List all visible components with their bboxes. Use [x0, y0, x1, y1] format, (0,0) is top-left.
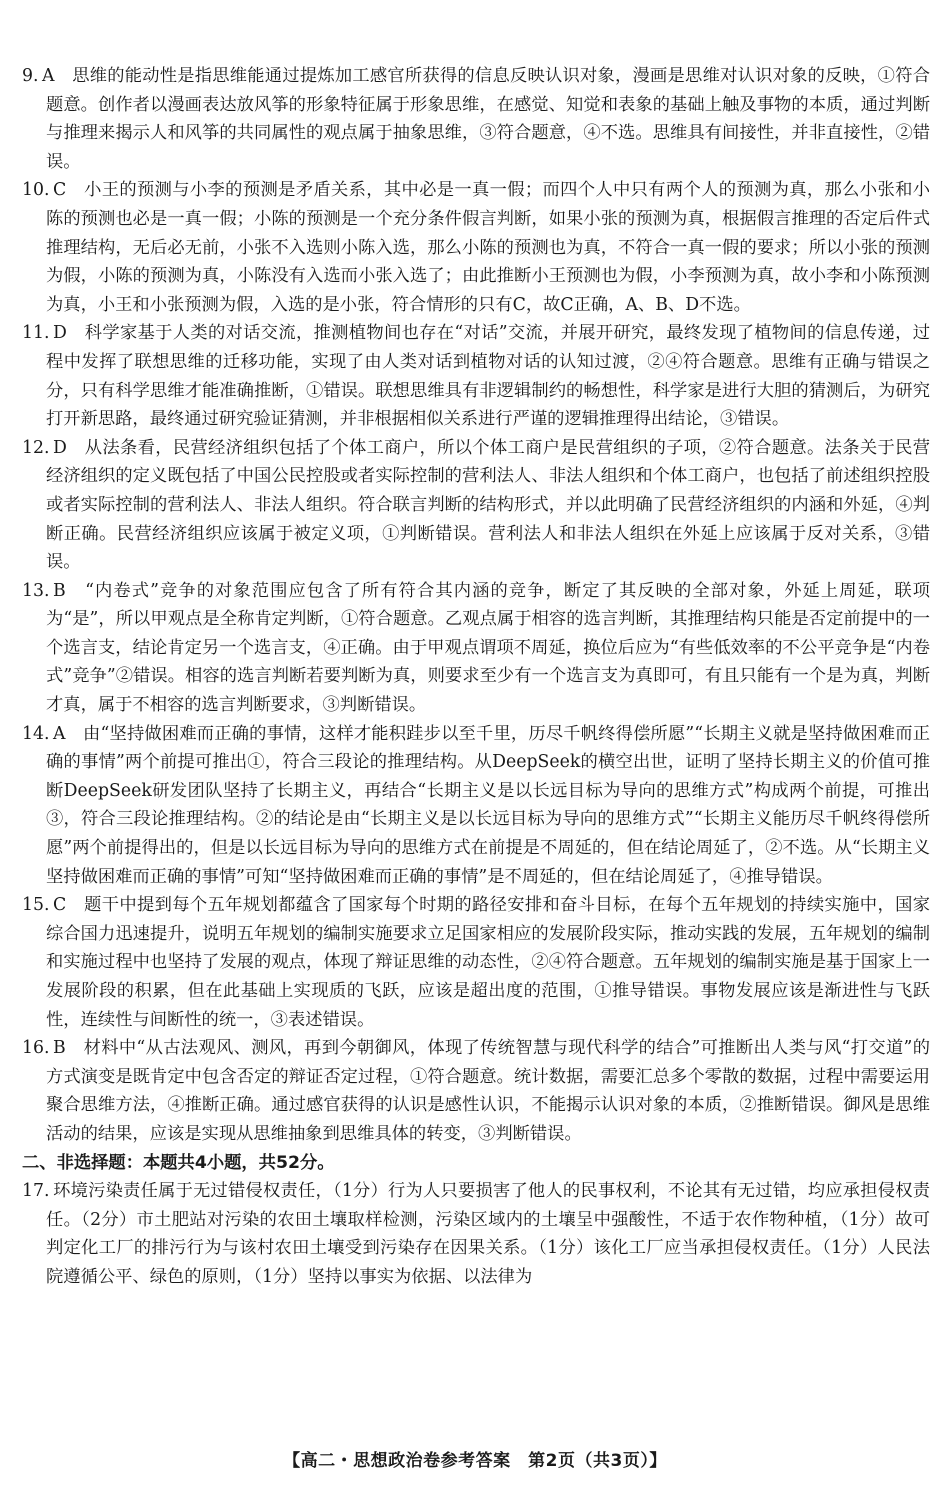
item-number: 16.	[22, 1038, 50, 1059]
item-answer: D	[52, 437, 67, 458]
item-explanation: 材料中“从古法观风、测风，再到今朝御风，体现了传统智慧与现代科学的结合”可推断出人类与风“打交道”的方式演变是既肯定中包含否定的辩证否定过程，①符合题意。统计数据，需要汇总多个零散的数据，过程中需要运用聚合思维方法，④推断正确。通过感官获得的认识是感性认识，不能揭示认识对象的本质，②推断错误。御风是思维活动的结果，应该是实现从思维抽象到思维具体的转变，③判断错误。	[46, 1038, 930, 1144]
answer-item-13	[22, 577, 930, 720]
section-heading-non-choice: 二、非选择题：本题共4小题，共52分。	[22, 1152, 335, 1173]
item-answer: D	[52, 323, 67, 344]
item-answer: C	[52, 895, 67, 916]
item-number: 14.	[22, 723, 50, 744]
item-number: 17.	[22, 1181, 50, 1202]
answer-item-17	[22, 1177, 930, 1291]
item-number: 13.	[22, 580, 50, 601]
item-answer: C	[52, 180, 67, 201]
item-answer: B	[52, 580, 66, 601]
item-number: 10.	[22, 180, 50, 201]
answer-document	[22, 62, 930, 1292]
item-answer: A	[52, 723, 66, 744]
item-explanation: 环境污染责任属于无过错侵权责任，（1分）行为人只要损害了他人的民事权利，不论其有无过错，均应承担侵权责任。（2分）市土肥站对污染的农田土壤取样检测，污染区域内的土壤呈中强酸性，不适于农作物种植，（1分）故可判定化工厂的排污行为与该村农田土壤受到污染存在因果关系。（1分）该化工厂应当承担侵权责任。（1分）人民法院遵循公平、绿色的原则，（1分）坚持以事实为依据、以法律为	[46, 1181, 930, 1287]
answer-item-15	[22, 891, 930, 1034]
item-number: 12.	[22, 437, 50, 458]
item-number: 9.	[22, 66, 39, 86]
item-explanation: 从法条看，民营经济组织包括了个体工商户，所以个体工商户是民营组织的子项，②符合题意。法条关于民营经济组织的定义既包括了中国公民控股或者实际控制的营利法人、非法人组织和个体工商户，也包括了前述组织控股或者实际控制的营利法人、非法人组织。符合联言判断的结构形式，并以此明确了民营经济组织的内涵和外延，④判断正确。民营经济组织应该属于被定义项，①判断错误。营利法人和非法人组织在外延上应该属于反对关系，③错误。	[46, 437, 930, 573]
item-answer: B	[52, 1038, 66, 1059]
answer-item-12	[22, 434, 930, 577]
answer-item-16	[22, 1034, 930, 1148]
answer-item-10	[22, 176, 930, 319]
item-answer: A	[41, 66, 55, 86]
answer-item-9	[22, 62, 930, 176]
item-explanation: “内卷式”竞争的对象范围应包含了所有符合其内涵的竞争，断定了其反映的全部对象，外延上周延，联项为“是”，所以甲观点是全称肯定判断，①符合题意。乙观点属于相容的选言判断，其推理结构只能是否定前提中的一个选言支，结论肯定另一个选言支，④正确。由于甲观点谓项不周延，换位后应为“有些低效率的不公平竞争是“内卷式”竞争”②错误。相容的选言判断若要判断为真，则要求至少有一个选言支为真即可，有且只能有一个是为真，判断才真，属于不相容的选言判断要求，③判断错误。	[46, 580, 930, 716]
answer-item-14	[22, 720, 930, 892]
item-explanation: 思维的能动性是指思维能通过提炼加工感官所获得的信息反映认识对象，漫画是思维对认识对象的反映，①符合题意。创作者以漫画表达放风筝的形象特征属于形象思维，在感觉、知觉和表象的基础上触及事物的本质，通过判断与推理来揭示人和风筝的共同属性的观点属于抽象思维，③符合题意，④不选。思维具有间接性，并非直接性，②错误。	[46, 66, 930, 172]
item-explanation: 题干中提到每个五年规划都蕴含了国家每个时期的路径安排和奋斗目标，在每个五年规划的持续实施中，国家综合国力迅速提升，说明五年规划的编制实施要求立足国家相应的发展阶段实际，推动实践的发展，五年规划的编制和实施过程中也坚持了发展的观点，体现了辩证思维的动态性，②④符合题意。五年规划的编制实施是基于国家上一发展阶段的积累，但在此基础上实现质的飞跃，应该是超出度的范围，①推导错误。事物发展应该是渐进性与飞跃性，连续性与间断性的统一，③表述错误。	[46, 895, 930, 1030]
item-explanation: 由“坚持做困难而正确的事情，这样才能积跬步以至千里，历尽千帆终得偿所愿”“长期主义就是坚持做困难而正确的事情”两个前提可推出①，符合三段论的推理结构。从DeepSeek的横空出世，证明了坚持长期主义的价值可推断DeepSeek研发团队坚持了长期主义，再结合“长期主义是以长远目标为导向的思维方式”构成两个前提，可推出③，符合三段论推理结构。②的结论是由“长期主义是以长远目标为导向的思维方式”“长期主义能历尽千帆终得偿所愿”两个前提得出的，但是以长远目标为导向的思维方式在前提是不周延的，但在结论周延了，②不选。从“长期主义坚持做困难而正确的事情”可知“坚持做困难而正确的事情”是不周延的，但在结论周延了，④推导错误。	[46, 723, 930, 887]
item-number: 11.	[22, 323, 50, 344]
item-explanation: 科学家基于人类的对话交流，推测植物间也存在“对话”交流，并展开研究，最终发现了植物间的信息传递，过程中发挥了联想思维的迁移功能，实现了由人类对话到植物对话的认知过渡，②④符合题意。思维有正确与错误之分，只有科学思维才能准确推断，①错误。联想思维具有非逻辑制约的畅想性，科学家是进行大胆的猜测后，为研究打开新思路，最终通过研究验证猜测，并非根据相似关系进行严谨的逻辑推理得出结论，③错误。	[46, 323, 930, 430]
answer-item-11	[22, 319, 930, 433]
page-footer: 【高二・思想政治卷参考答案 第2页（共3页）】	[283, 1451, 667, 1471]
item-number: 15.	[22, 895, 50, 916]
item-explanation: 小王的预测与小李的预测是矛盾关系，其中必是一真一假；而四个人中只有两个人的预测为真，那么小张和小陈的预测也必是一真一假；小陈的预测是一个充分条件假言判断，如果小张的预测为真，根据假言推理的否定后件式推理结构，无后必无前，小张不入选则小陈入选，那么小陈的预测也为真，不符合一真一假的要求；所以小张的预测为假，小陈的预测为真，小陈没有入选而小张入选了；由此推断小王预测也为假，小李预测为真，故小李和小陈预测为真，小王和小张预测为假，入选的是小张，符合情形的只有C，故C正确，A、B、D不选。	[46, 180, 930, 315]
